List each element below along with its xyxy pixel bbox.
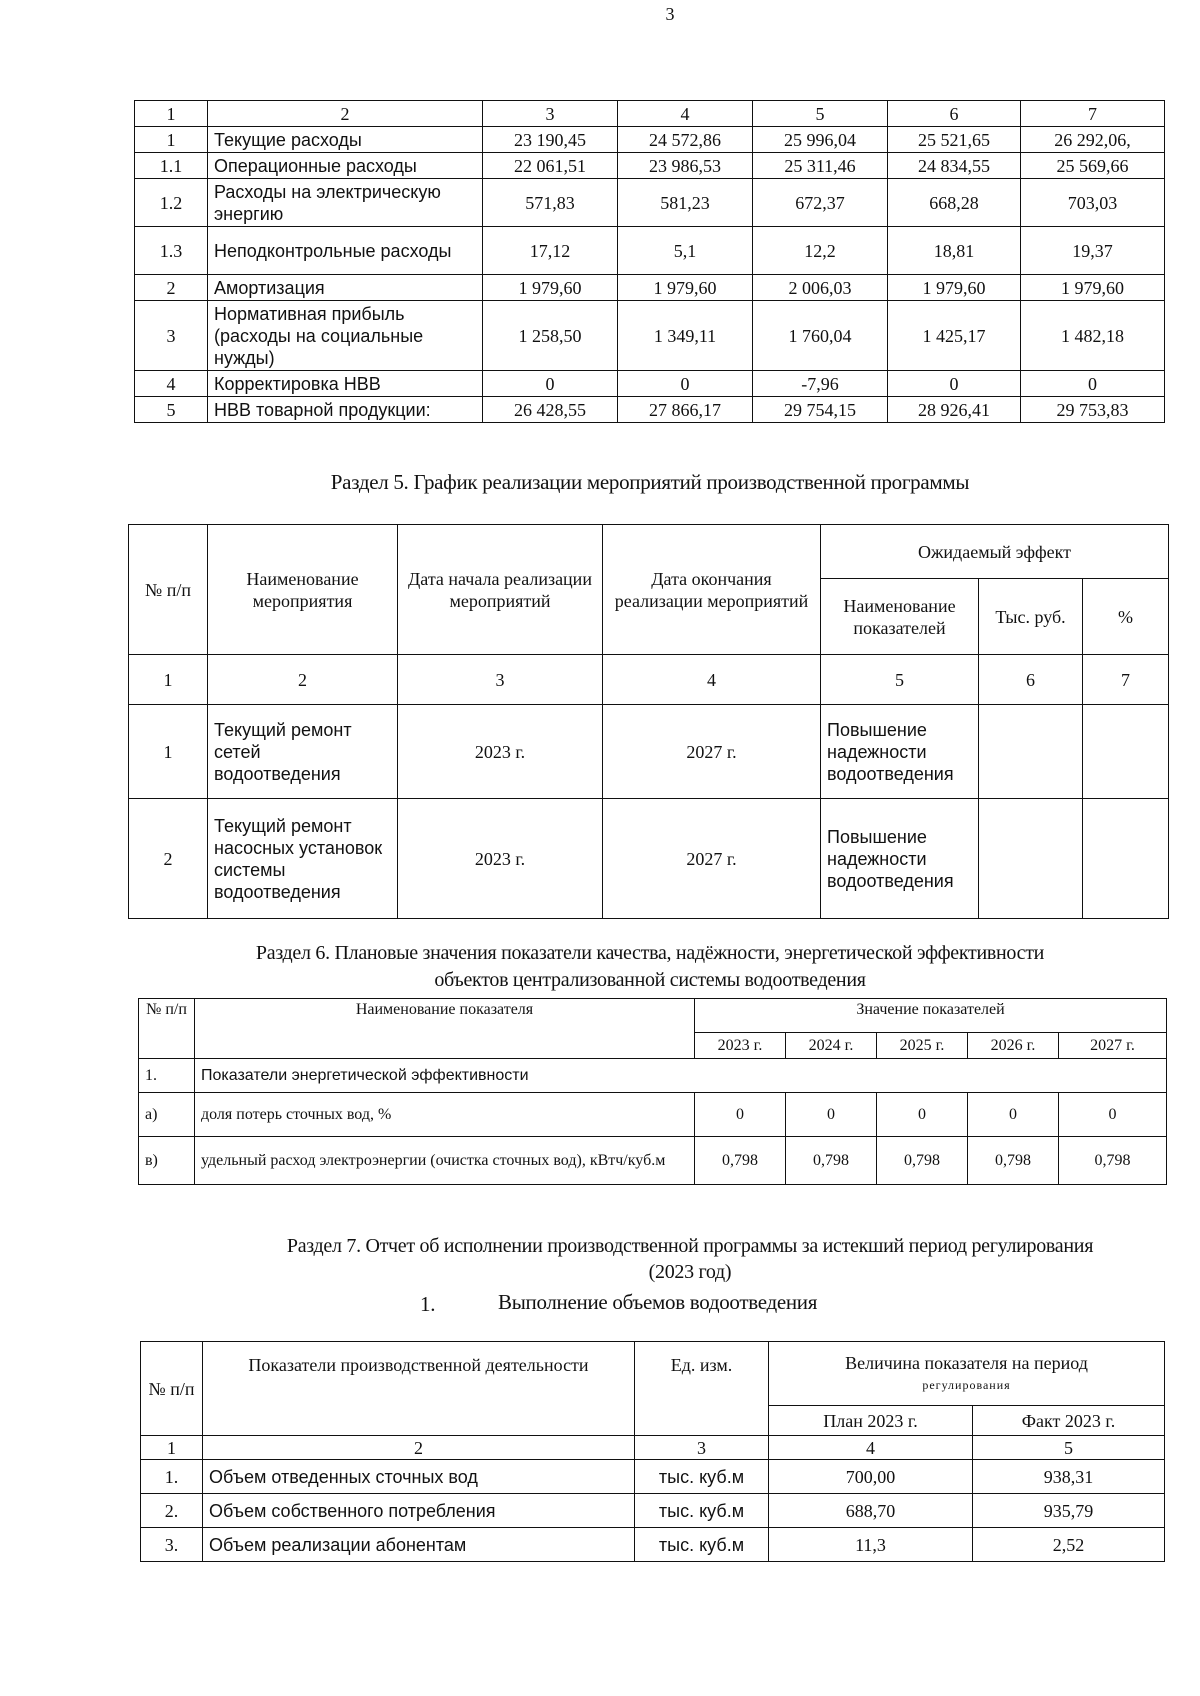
year-header: 2025 г. xyxy=(877,1033,968,1059)
group-number: 1. xyxy=(139,1059,195,1093)
column-number: 4 xyxy=(603,655,821,705)
cell-value: 0 xyxy=(1021,371,1165,397)
effect-pct xyxy=(1083,799,1169,919)
cell-value: 5,1 xyxy=(618,227,753,275)
column-number: 1 xyxy=(129,655,208,705)
cell-value: 571,83 xyxy=(483,179,618,227)
column-number: 4 xyxy=(618,101,753,127)
cell-value: 24 572,86 xyxy=(618,127,753,153)
section5-title: Раздел 5. График реализации мероприятий производственной программы xyxy=(330,470,970,494)
indicator-name: Повышение надежности водоотведения xyxy=(821,705,979,799)
cell-value: 1 979,60 xyxy=(618,275,753,301)
volumes-table xyxy=(140,1341,1165,1562)
effect-pct xyxy=(1083,705,1169,799)
fact-value: 938,31 xyxy=(973,1460,1165,1494)
table-row xyxy=(141,1528,1165,1562)
cell-value: 1 979,60 xyxy=(1021,275,1165,301)
cell-value: 28 926,41 xyxy=(888,397,1021,423)
table-row xyxy=(129,705,1169,799)
column-number: 2 xyxy=(208,655,398,705)
plan-value: 688,70 xyxy=(769,1494,973,1528)
cell-value: 1 258,50 xyxy=(483,301,618,371)
header-num: № п/п xyxy=(141,1342,203,1436)
year-header: 2024 г. xyxy=(786,1033,877,1059)
cell-value: 581,23 xyxy=(618,179,753,227)
table-row xyxy=(135,371,1165,397)
unit: тыс. куб.м xyxy=(635,1528,769,1562)
plan-value: 700,00 xyxy=(769,1460,973,1494)
column-number: 5 xyxy=(821,655,979,705)
header-name: Наименование показателя xyxy=(195,999,695,1059)
section7-subtitle: Выполнение объемов водоотведения xyxy=(498,1290,818,1314)
column-numbers-row xyxy=(129,655,1169,705)
table-row xyxy=(135,301,1165,371)
header-name: Наименование мероприятия xyxy=(208,525,398,655)
row-number: 2. xyxy=(141,1494,203,1528)
end-date: 2027 г. xyxy=(603,799,821,919)
cell-value: 1 979,60 xyxy=(483,275,618,301)
schedule-table xyxy=(128,524,1169,919)
cell-value: 0,798 xyxy=(968,1137,1059,1185)
row-number: 3. xyxy=(141,1528,203,1562)
row-number: 3 xyxy=(135,301,208,371)
table-header-row xyxy=(141,1342,1165,1406)
cell-value: 1 482,18 xyxy=(1021,301,1165,371)
cell-value: 23 986,53 xyxy=(618,153,753,179)
table-row xyxy=(135,397,1165,423)
cell-value: 2 006,03 xyxy=(753,275,888,301)
cell-value: 1 425,17 xyxy=(888,301,1021,371)
unit: тыс. куб.м xyxy=(635,1494,769,1528)
header-unit: Ед. изм. xyxy=(635,1342,769,1436)
row-number: 2 xyxy=(129,799,208,919)
column-number: 7 xyxy=(1021,101,1165,127)
header-end: Дата окончания реализации мероприятий xyxy=(603,525,821,655)
column-number: 4 xyxy=(769,1436,973,1460)
table-row xyxy=(129,799,1169,919)
column-number: 2 xyxy=(203,1436,635,1460)
page-number: 3 xyxy=(665,4,675,24)
column-number: 3 xyxy=(635,1436,769,1460)
cell-value: 0,798 xyxy=(786,1137,877,1185)
year-header: 2023 г. xyxy=(695,1033,786,1059)
unit: тыс. куб.м xyxy=(635,1460,769,1494)
column-numbers-row xyxy=(141,1436,1165,1460)
row-label: Операционные расходы xyxy=(208,153,483,179)
quality-indicators-table xyxy=(138,998,1167,1185)
end-date: 2027 г. xyxy=(603,705,821,799)
table-row xyxy=(139,1093,1167,1137)
header-pct: % xyxy=(1083,579,1169,655)
indicator-name: Объем отведенных сточных вод xyxy=(203,1460,635,1494)
cell-value: 0 xyxy=(786,1093,877,1137)
fact-value: 935,79 xyxy=(973,1494,1165,1528)
column-number: 2 xyxy=(208,101,483,127)
cell-value: 22 061,51 xyxy=(483,153,618,179)
cell-value: 0,798 xyxy=(1059,1137,1167,1185)
cell-value: 12,2 xyxy=(753,227,888,275)
costs-table xyxy=(134,100,1165,423)
indicator-name: Объем собственного потребления xyxy=(203,1494,635,1528)
row-label: Текущие расходы xyxy=(208,127,483,153)
cell-value: 0 xyxy=(483,371,618,397)
section6-title-line1: Раздел 6. Плановые значения показатели качества, надёжности, энергетической эффективности xyxy=(255,942,1045,964)
header-rub: Тыс. руб. xyxy=(979,579,1083,655)
cell-value: 26 428,55 xyxy=(483,397,618,423)
table-group-row xyxy=(139,1059,1167,1093)
header-plan: План 2023 г. xyxy=(769,1406,973,1436)
cell-value: 25 569,66 xyxy=(1021,153,1165,179)
cell-value: 703,03 xyxy=(1021,179,1165,227)
column-number: 3 xyxy=(483,101,618,127)
section7-title-line2: (2023 год) xyxy=(648,1261,732,1283)
cell-value: 1 760,04 xyxy=(753,301,888,371)
indicator-name: Объем реализации абонентам xyxy=(203,1528,635,1562)
cell-value: 17,12 xyxy=(483,227,618,275)
header-effect: Ожидаемый эффект xyxy=(821,525,1169,579)
effect-rub xyxy=(979,799,1083,919)
row-number: 1.2 xyxy=(135,179,208,227)
cell-value: 29 754,15 xyxy=(753,397,888,423)
row-label: НВВ товарной продукции: xyxy=(208,397,483,423)
cell-value: -7,96 xyxy=(753,371,888,397)
table-row xyxy=(135,179,1165,227)
section7-title-line1: Раздел 7. Отчет об исполнении производственной программы за истекший период регулирования xyxy=(286,1235,1094,1257)
cell-value: 0 xyxy=(1059,1093,1167,1137)
header-fact: Факт 2023 г. xyxy=(973,1406,1165,1436)
section6-title-line2: объектов централизованной системы водоотведения xyxy=(434,969,866,991)
cell-value: 672,37 xyxy=(753,179,888,227)
row-number: 2 xyxy=(135,275,208,301)
header-num: № п/п xyxy=(139,999,195,1059)
year-header: 2027 г. xyxy=(1059,1033,1167,1059)
column-number: 6 xyxy=(979,655,1083,705)
cell-value: 1 349,11 xyxy=(618,301,753,371)
row-label: Амортизация xyxy=(208,275,483,301)
cell-value: 24 834,55 xyxy=(888,153,1021,179)
cell-value: 668,28 xyxy=(888,179,1021,227)
cell-value: 29 753,83 xyxy=(1021,397,1165,423)
cell-value: 0 xyxy=(877,1093,968,1137)
group-name: Показатели энергетической эффективности xyxy=(195,1059,1167,1093)
table-row xyxy=(135,127,1165,153)
table-row xyxy=(135,275,1165,301)
cell-value: 0 xyxy=(968,1093,1059,1137)
header-name: Показатели производственной деятельности xyxy=(203,1342,635,1436)
row-number: 1.1 xyxy=(135,153,208,179)
column-number: 7 xyxy=(1083,655,1169,705)
indicator-name: Повышение надежности водоотведения xyxy=(821,799,979,919)
header-value xyxy=(769,1342,1165,1406)
indicator-name: доля потерь сточных вод, % xyxy=(195,1093,695,1137)
cell-value: 0 xyxy=(618,371,753,397)
row-number: в) xyxy=(139,1137,195,1185)
table-row xyxy=(139,1137,1167,1185)
effect-rub xyxy=(979,705,1083,799)
cell-value: 26 292,06, xyxy=(1021,127,1165,153)
cell-value: 1 979,60 xyxy=(888,275,1021,301)
row-label: Корректировка НВВ xyxy=(208,371,483,397)
cell-value: 23 190,45 xyxy=(483,127,618,153)
table-header-row xyxy=(135,101,1165,127)
row-label: Расходы на электрическую энергию xyxy=(208,179,483,227)
table-row xyxy=(135,227,1165,275)
header-value-top: Величина показателя на период xyxy=(845,1353,1088,1373)
row-number: 4 xyxy=(135,371,208,397)
column-number: 3 xyxy=(398,655,603,705)
column-number: 5 xyxy=(753,101,888,127)
plan-value: 11,3 xyxy=(769,1528,973,1562)
event-name: Текущий ремонт насосных установок системы водоотведения xyxy=(208,799,398,919)
row-number: 1 xyxy=(135,127,208,153)
table-row xyxy=(135,153,1165,179)
cell-value: 18,81 xyxy=(888,227,1021,275)
table-header-row xyxy=(129,525,1169,579)
cell-value: 0,798 xyxy=(695,1137,786,1185)
cell-value: 27 866,17 xyxy=(618,397,753,423)
header-num: № п/п xyxy=(129,525,208,655)
fact-value: 2,52 xyxy=(973,1528,1165,1562)
header-values: Значение показателей xyxy=(695,999,1167,1033)
cell-value: 0 xyxy=(888,371,1021,397)
column-number: 1 xyxy=(135,101,208,127)
cell-value: 0,798 xyxy=(877,1137,968,1185)
cell-value: 25 996,04 xyxy=(753,127,888,153)
table-row xyxy=(141,1494,1165,1528)
column-number: 1 xyxy=(141,1436,203,1460)
section7-subtitle-number: 1. xyxy=(420,1292,436,1316)
row-number: а) xyxy=(139,1093,195,1137)
row-number: 1 xyxy=(129,705,208,799)
cell-value: 25 311,46 xyxy=(753,153,888,179)
column-number: 5 xyxy=(973,1436,1165,1460)
cell-value: 19,37 xyxy=(1021,227,1165,275)
header-indicator: Наименование показателей xyxy=(821,579,979,655)
row-label: Неподконтрольные расходы xyxy=(208,227,483,275)
row-number: 5 xyxy=(135,397,208,423)
row-number: 1.3 xyxy=(135,227,208,275)
cell-value: 25 521,65 xyxy=(888,127,1021,153)
year-header: 2026 г. xyxy=(968,1033,1059,1059)
table-row xyxy=(141,1460,1165,1494)
event-name: Текущий ремонт сетей водоотведения xyxy=(208,705,398,799)
column-number: 6 xyxy=(888,101,1021,127)
start-date: 2023 г. xyxy=(398,705,603,799)
header-value-bottom: регулирования xyxy=(922,1378,1011,1392)
row-label: Нормативная прибыль (расходы на социальные нужды) xyxy=(208,301,483,371)
start-date: 2023 г. xyxy=(398,799,603,919)
row-number: 1. xyxy=(141,1460,203,1494)
table-header-row xyxy=(139,999,1167,1033)
cell-value: 0 xyxy=(695,1093,786,1137)
indicator-name: удельный расход электроэнергии (очистка сточных вод), кВтч/куб.м xyxy=(195,1137,695,1185)
header-start: Дата начала реализации мероприятий xyxy=(398,525,603,655)
